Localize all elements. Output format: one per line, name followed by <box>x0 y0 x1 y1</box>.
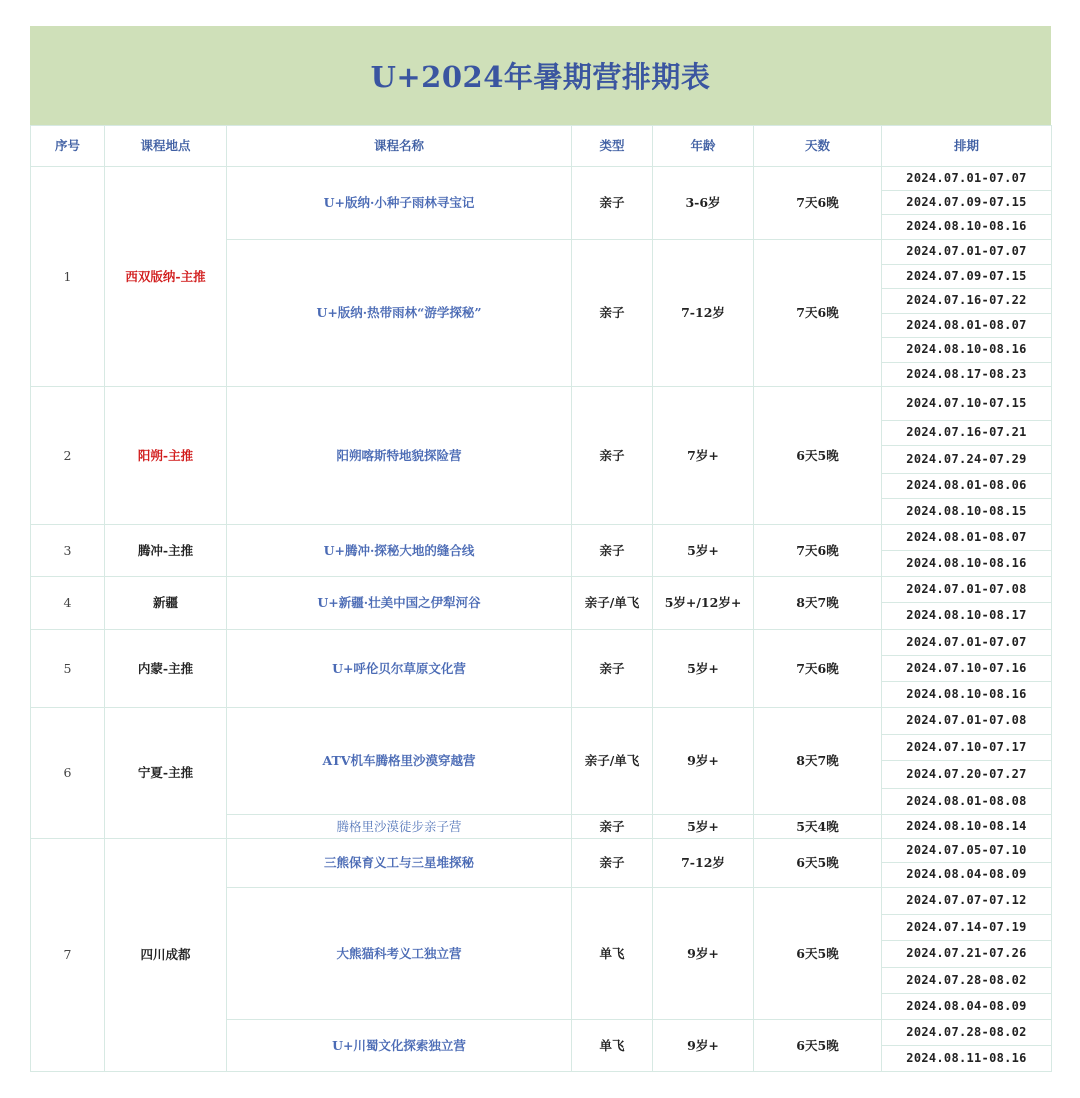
course-age: 5岁+ <box>653 630 754 708</box>
course-age: 7-12岁 <box>653 839 754 888</box>
schedule-date: 2024.07.01-07.07 <box>882 240 1052 265</box>
header-course: 课程名称 <box>227 126 572 167</box>
schedule-date: 2024.07.07-07.12 <box>882 888 1052 915</box>
course-days: 6天5晚 <box>754 1020 882 1072</box>
course-age: 3-6岁 <box>653 167 754 240</box>
course-days: 5天4晚 <box>754 815 882 839</box>
schedule-table <box>30 125 1052 1072</box>
schedule-date: 2024.08.10-08.16 <box>882 215 1052 240</box>
location-cell: 四川成都 <box>105 839 227 1072</box>
schedule-date: 2024.08.01-08.07 <box>882 525 1052 551</box>
row-number: 3 <box>31 525 105 577</box>
schedule-date: 2024.07.20-07.27 <box>882 761 1052 789</box>
course-type: 亲子 <box>572 387 653 525</box>
schedule-date: 2024.08.10-08.16 <box>882 682 1052 708</box>
schedule-date: 2024.07.16-07.21 <box>882 421 1052 446</box>
location-cell: 内蒙-主推 <box>105 630 227 708</box>
header-no: 序号 <box>31 126 105 167</box>
row-number: 6 <box>31 708 105 839</box>
schedule-date: 2024.07.28-08.02 <box>882 968 1052 994</box>
schedule-date: 2024.08.01-08.06 <box>882 474 1052 499</box>
schedule-date: 2024.08.01-08.07 <box>882 314 1052 338</box>
location-cell: 阳朔-主推 <box>105 387 227 525</box>
schedule-date: 2024.08.01-08.08 <box>882 789 1052 815</box>
course-age: 9岁+ <box>653 1020 754 1072</box>
course-age: 9岁+ <box>653 708 754 815</box>
schedule-date: 2024.08.10-08.14 <box>882 815 1052 839</box>
course-days: 7天6晚 <box>754 630 882 708</box>
course-type: 亲子 <box>572 839 653 888</box>
course-days: 8天7晚 <box>754 708 882 815</box>
course-name: 腾格里沙漠徒步亲子营 <box>227 815 572 839</box>
course-days: 7天6晚 <box>754 525 882 577</box>
header-type: 类型 <box>572 126 653 167</box>
course-age: 7-12岁 <box>653 240 754 387</box>
course-days: 7天6晚 <box>754 240 882 387</box>
schedule-date: 2024.07.09-07.15 <box>882 191 1052 215</box>
course-name: U+呼伦贝尔草原文化营 <box>227 630 572 708</box>
schedule-date: 2024.07.24-07.29 <box>882 446 1052 474</box>
table-row <box>31 387 1052 421</box>
course-type: 单飞 <box>572 1020 653 1072</box>
header-location: 课程地点 <box>105 126 227 167</box>
schedule-date: 2024.08.11-08.16 <box>882 1046 1052 1072</box>
schedule-date: 2024.07.10-07.17 <box>882 735 1052 761</box>
course-name: U+版纳·小种子雨林寻宝记 <box>227 167 572 240</box>
table-row <box>31 167 1052 191</box>
schedule-date: 2024.07.10-07.15 <box>882 387 1052 421</box>
course-type: 亲子/单飞 <box>572 708 653 815</box>
row-number: 5 <box>31 630 105 708</box>
schedule-date: 2024.07.01-07.07 <box>882 630 1052 656</box>
course-type: 单飞 <box>572 888 653 1020</box>
title-banner <box>30 26 1051 125</box>
page-title: U+2024年暑期营排期表 <box>370 60 711 94</box>
row-number: 2 <box>31 387 105 525</box>
schedule-date: 2024.07.01-07.08 <box>882 708 1052 735</box>
course-age: 7岁+ <box>653 387 754 525</box>
course-name: U+版纳·热带雨林“游学探秘” <box>227 240 572 387</box>
schedule-date: 2024.07.28-08.02 <box>882 1020 1052 1046</box>
course-type: 亲子 <box>572 630 653 708</box>
schedule-date: 2024.07.10-07.16 <box>882 656 1052 682</box>
course-days: 6天5晚 <box>754 387 882 525</box>
schedule-date: 2024.08.10-08.15 <box>882 499 1052 525</box>
header-days: 天数 <box>754 126 882 167</box>
table-row <box>31 630 1052 656</box>
header-schedule: 排期 <box>882 126 1052 167</box>
course-days: 7天6晚 <box>754 167 882 240</box>
header-age: 年龄 <box>653 126 754 167</box>
course-type: 亲子 <box>572 525 653 577</box>
course-age: 9岁+ <box>653 888 754 1020</box>
schedule-date: 2024.08.04-08.09 <box>882 994 1052 1020</box>
schedule-date: 2024.08.04-08.09 <box>882 863 1052 888</box>
course-name: U+腾冲·探秘大地的缝合线 <box>227 525 572 577</box>
table-row <box>31 577 1052 603</box>
schedule-sheet <box>30 26 1051 1074</box>
course-name: 三熊保育义工与三星堆探秘 <box>227 839 572 888</box>
schedule-date: 2024.07.16-07.22 <box>882 289 1052 314</box>
course-name: 阳朔喀斯特地貌探险营 <box>227 387 572 525</box>
course-age: 5岁+ <box>653 525 754 577</box>
schedule-date: 2024.07.05-07.10 <box>882 839 1052 863</box>
course-days: 6天5晚 <box>754 888 882 1020</box>
schedule-date: 2024.08.10-08.16 <box>882 551 1052 577</box>
course-age: 5岁+ <box>653 815 754 839</box>
course-name: ATV机车腾格里沙漠穿越营 <box>227 708 572 815</box>
course-name: 大熊猫科考义工独立营 <box>227 888 572 1020</box>
course-type: 亲子/单飞 <box>572 577 653 630</box>
schedule-date: 2024.07.01-07.08 <box>882 577 1052 603</box>
location-cell: 宁夏-主推 <box>105 708 227 839</box>
table-row <box>31 708 1052 735</box>
schedule-date: 2024.07.09-07.15 <box>882 265 1052 289</box>
course-type: 亲子 <box>572 815 653 839</box>
header-row <box>31 126 1052 167</box>
course-type: 亲子 <box>572 167 653 240</box>
course-name: U+新疆·壮美中国之伊犁河谷 <box>227 577 572 630</box>
row-number: 7 <box>31 839 105 1072</box>
schedule-date: 2024.08.17-08.23 <box>882 363 1052 387</box>
location-cell: 西双版纳-主推 <box>105 167 227 387</box>
location-cell: 新疆 <box>105 577 227 630</box>
table-row <box>31 839 1052 863</box>
schedule-date: 2024.08.10-08.16 <box>882 338 1052 363</box>
course-age: 5岁+/12岁+ <box>653 577 754 630</box>
course-type: 亲子 <box>572 240 653 387</box>
schedule-date: 2024.07.01-07.07 <box>882 167 1052 191</box>
schedule-date: 2024.07.21-07.26 <box>882 941 1052 968</box>
schedule-date: 2024.08.10-08.17 <box>882 603 1052 630</box>
location-cell: 腾冲-主推 <box>105 525 227 577</box>
table-row <box>31 525 1052 551</box>
schedule-date: 2024.07.14-07.19 <box>882 915 1052 941</box>
row-number: 4 <box>31 577 105 630</box>
course-name: U+川蜀文化探索独立营 <box>227 1020 572 1072</box>
course-days: 6天5晚 <box>754 839 882 888</box>
course-days: 8天7晚 <box>754 577 882 630</box>
row-number: 1 <box>31 167 105 387</box>
